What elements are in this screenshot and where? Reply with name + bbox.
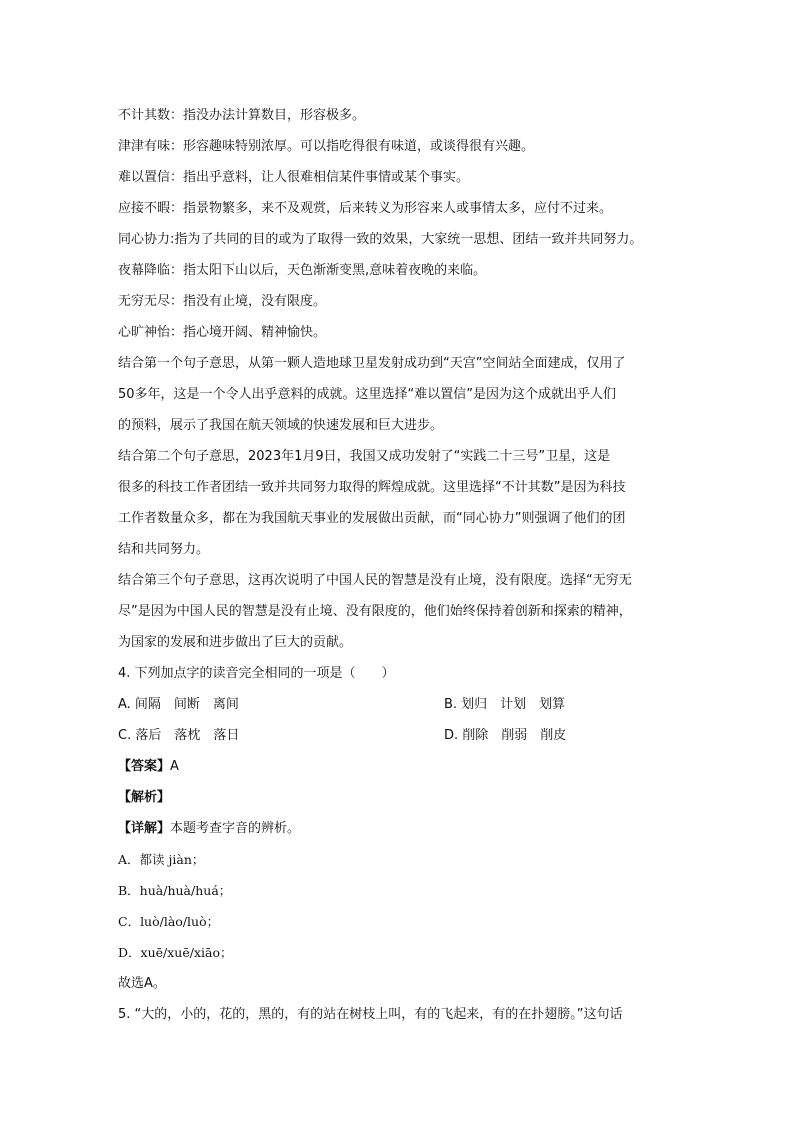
question-4 <box>118 658 678 999</box>
question-stem: 5. “大的，小的，花的，黑的，有的站在树枝上叫，有的飞起来，有的在扑翅膀。”这句话 <box>118 1007 623 1022</box>
option-row <box>118 720 678 751</box>
page-content <box>118 100 678 1030</box>
analysis-line <box>118 782 678 813</box>
answer-value: A <box>170 759 179 774</box>
explanation-line: 结合第三个句子意思，这再次说明了中国人民的智慧是没有止境，没有限度。选择“无穷无 <box>118 573 632 588</box>
explanation-line: 工作者数量众多，都在为我国航天事业的发展做出贡献，而“同心协力”则强调了他们的团 <box>118 511 626 526</box>
definition-item: 夜幕降临：指太阳下山以后，天色渐渐变黑,意味着夜晚的来临。 <box>118 263 487 278</box>
explanation-line: 很多的科技工作者团结一致并共同努力取得的辉煌成就。这里选择“不计其数”是因为科技 <box>118 480 626 495</box>
explanation-line: 的预料，展示了我国在航天领域的快速发展和巨大进步。 <box>118 418 444 433</box>
reading-item: C．luò/lào/luò； <box>118 914 220 929</box>
definition-item: 应接不暇：指景物繁多，来不及观赏，后来转义为形容来人或事情太多，应付不过来。 <box>118 201 613 216</box>
explanation-line: 为国家的发展和进步做出了巨大的贡献。 <box>118 635 353 650</box>
explanation-line: 结合第一个句子意思，从第一颗人造地球卫星发射成功到“天宫”空间站全面建成，仅用了 <box>118 356 626 371</box>
explanation-paragraphs <box>118 348 678 658</box>
reading-item: B．huà/huà/huá； <box>118 883 232 898</box>
explanation-line: 结合第二个句子意思，2023年1月9日，我国又成功发射了“实践二十三号”卫星，这是 <box>118 449 611 464</box>
question-stem: 4. 下列加点字的读音完全相同的一项是（ ） <box>118 666 395 681</box>
definition-item: 难以置信：指出乎意料，让人很难相信某件事情或某个事实。 <box>118 170 470 185</box>
option-d: D. 削除 削弱 削皮 <box>444 728 567 743</box>
question-5 <box>118 999 678 1030</box>
definition-list <box>118 100 678 348</box>
answer-line <box>118 751 678 782</box>
explanation-line: 50多年，这是一个令人出乎意料的成就。这里选择“难以置信”是因为这个成就出乎人们 <box>118 387 617 402</box>
definition-item: 不计其数：指没办法计算数目，形容极多。 <box>118 108 366 123</box>
detail-line <box>118 813 678 844</box>
analysis-tag: 【解析】 <box>118 790 171 805</box>
reading-item: D．xuē/xuē/xiāo； <box>118 945 233 960</box>
definition-item: 津津有味：形容趣味特别浓厚。可以指吃得很有味道，或谈得很有兴趣。 <box>118 139 535 154</box>
definition-item: 心旷神怡：指心境开阔、精神愉快。 <box>118 325 327 340</box>
detail-tag: 【详解】 <box>118 821 171 836</box>
explanation-line: 结和共同努力。 <box>118 542 210 557</box>
option-b: B. 划归 计划 划算 <box>444 697 566 712</box>
detail-text: 本题考查字音的辨析。 <box>170 821 301 836</box>
option-c: C. 落后 落枕 落日 <box>118 728 240 743</box>
option-row <box>118 689 678 720</box>
definition-item: 无穷无尽：指没有止境，没有限度。 <box>118 294 327 309</box>
explanation-line: 尽”是因为中国人民的智慧是没有止境、没有限度的，他们始终保持着创新和探索的精神， <box>118 604 632 619</box>
option-a: A. 间隔 间断 离间 <box>118 697 239 712</box>
definition-item: 同心协力:指为了共同的目的或为了取得一致的效果，大家统一思想、团结一致并共同努力。 <box>118 232 643 247</box>
conclusion: 故选A。 <box>118 976 166 991</box>
answer-tag: 【答案】 <box>118 759 171 774</box>
reading-item: A．都读 jiàn； <box>118 852 205 867</box>
